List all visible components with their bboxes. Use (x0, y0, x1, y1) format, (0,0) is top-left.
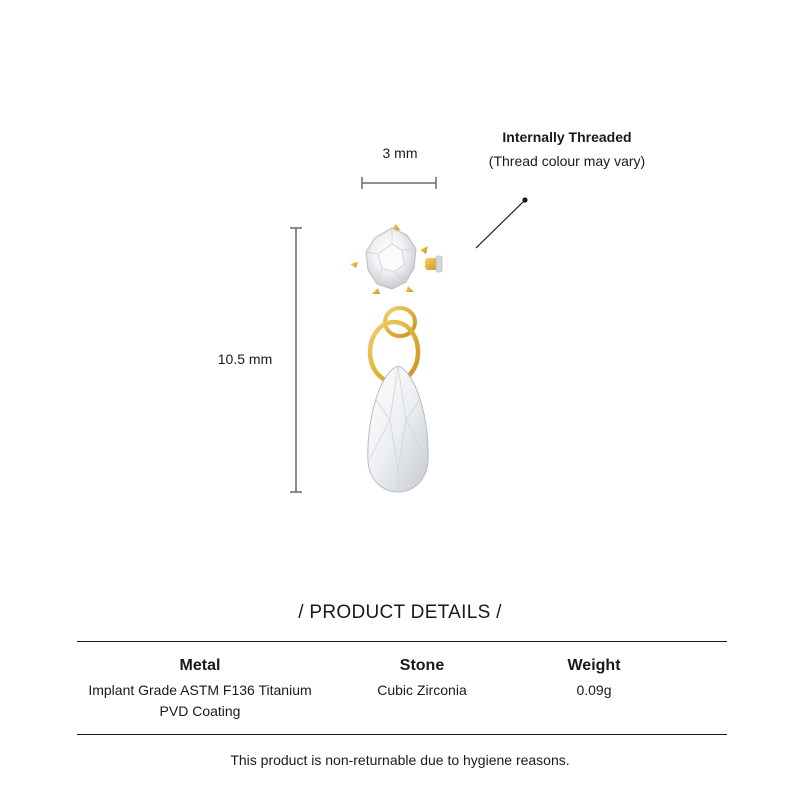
details-top-divider (77, 641, 727, 642)
stone-line-1: Cubic Zirconia (377, 682, 467, 698)
thread-pointer-line (476, 197, 528, 248)
width-dimension-label: 3 mm (382, 145, 418, 161)
weight-column (522, 656, 666, 701)
threaded-post (425, 256, 442, 272)
weight-title: Weight (567, 657, 621, 674)
height-dimension-line (290, 228, 302, 492)
height-dimension-label: 10.5 mm (217, 351, 273, 367)
weight-line-1: 0.09g (576, 682, 612, 698)
stone-title: Stone (399, 657, 445, 674)
teardrop-stone (368, 366, 428, 492)
metal-line-1: Implant Grade ASTM F136 Titanium (88, 682, 312, 698)
stone-column (322, 656, 522, 701)
thread-title: Internally Threaded (502, 129, 632, 145)
hygiene-notice: This product is non-returnable due to hygiene reasons. (230, 752, 570, 768)
thread-note: (Thread colour may vary) (488, 153, 646, 169)
metal-line-2: PVD Coating (159, 703, 241, 719)
metal-title: Metal (179, 657, 221, 674)
metal-column (78, 656, 322, 722)
product-details-heading: / PRODUCT DETAILS / (298, 602, 502, 623)
width-dimension-line (362, 177, 436, 189)
details-bottom-divider (77, 734, 727, 735)
round-stone-setting (350, 224, 428, 294)
